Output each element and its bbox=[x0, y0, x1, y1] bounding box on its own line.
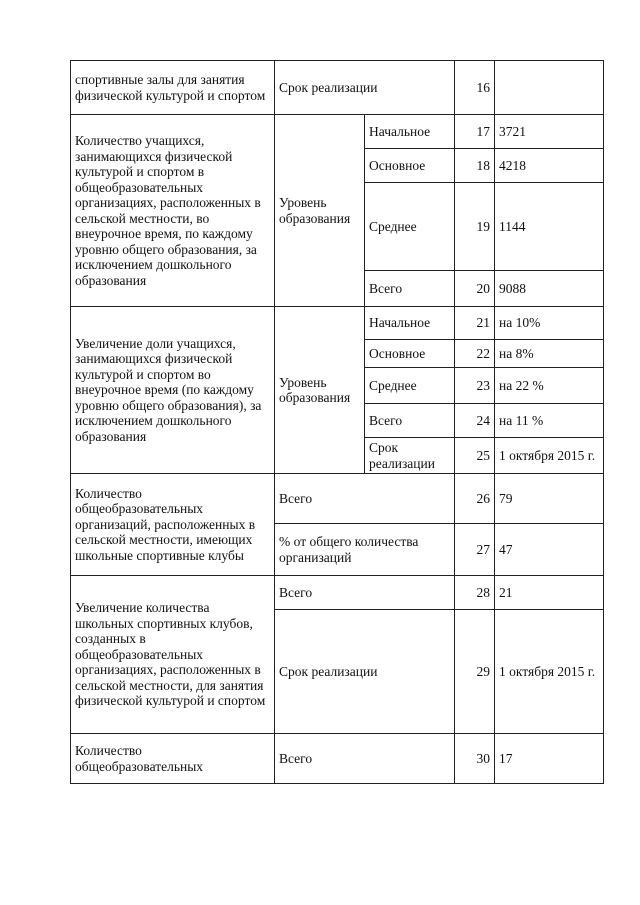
row-number: 19 bbox=[455, 183, 495, 271]
row-value: 9088 bbox=[495, 271, 604, 307]
row-item-label: Всего bbox=[365, 404, 455, 438]
row-value: на 22 % bbox=[495, 368, 604, 404]
row-item-label: % от общего количества организаций bbox=[275, 524, 455, 576]
row-number: 27 bbox=[455, 524, 495, 576]
table-row bbox=[71, 61, 604, 115]
row-number: 23 bbox=[455, 368, 495, 404]
row-value: 3721 bbox=[495, 115, 604, 149]
row-item-label: Всего bbox=[275, 576, 455, 610]
row-item-label: Всего bbox=[365, 271, 455, 307]
row-value: 1144 bbox=[495, 183, 604, 271]
row-value: 79 bbox=[495, 474, 604, 524]
row-group-label: Уровень образования bbox=[275, 115, 365, 307]
row-description: Количество учащихся, занимающихся физической культурой и спортом в общеобразовательных организациях, расположенных в сельской местности, во внеурочное время, по каждому уровню общего образования, за исключением дошкольного образования bbox=[71, 115, 275, 307]
row-value: 17 bbox=[495, 734, 604, 784]
row-value: 21 bbox=[495, 576, 604, 610]
table-row bbox=[71, 307, 604, 340]
row-number: 25 bbox=[455, 438, 495, 474]
row-subcategory: Срок реализации bbox=[275, 61, 455, 115]
row-number: 26 bbox=[455, 474, 495, 524]
table-row bbox=[71, 115, 604, 149]
row-item-label: Основное bbox=[365, 340, 455, 368]
row-number: 30 bbox=[455, 734, 495, 784]
row-value: 47 bbox=[495, 524, 604, 576]
row-item-label: Среднее bbox=[365, 183, 455, 271]
row-group-label: Уровень образования bbox=[275, 307, 365, 474]
row-number: 20 bbox=[455, 271, 495, 307]
row-description: Количество общеобразовательных организаций, расположенных в сельской местности, имеющих школьные спортивные клубы bbox=[71, 474, 275, 576]
row-value: на 10% bbox=[495, 307, 604, 340]
row-item-label: Начальное bbox=[365, 307, 455, 340]
table-row bbox=[71, 474, 604, 524]
row-item-label: Срок реализации bbox=[275, 610, 455, 734]
row-value: 1 октября 2015 г. bbox=[495, 438, 604, 474]
row-description: Количество общеобразовательных bbox=[71, 734, 275, 784]
row-number: 29 bbox=[455, 610, 495, 734]
row-number: 28 bbox=[455, 576, 495, 610]
row-description: спортивные залы для занятия физической культурой и спортом bbox=[71, 61, 275, 115]
row-item-label: Основное bbox=[365, 149, 455, 183]
row-value: на 11 % bbox=[495, 404, 604, 438]
row-item-label: Начальное bbox=[365, 115, 455, 149]
row-item-label: Всего bbox=[275, 474, 455, 524]
row-value bbox=[495, 61, 604, 115]
row-value: 1 октября 2015 г. bbox=[495, 610, 604, 734]
table-row bbox=[71, 576, 604, 610]
row-item-label: Срок реализации bbox=[365, 438, 455, 474]
table-row bbox=[71, 734, 604, 784]
row-number: 21 bbox=[455, 307, 495, 340]
row-item-label: Среднее bbox=[365, 368, 455, 404]
document-table bbox=[70, 60, 604, 784]
row-number: 24 bbox=[455, 404, 495, 438]
row-description: Увеличение количества школьных спортивных клубов, созданных в общеобразовательных организациях, расположенных в сельской местности, для занятия физической культурой и спортом bbox=[71, 576, 275, 734]
row-number: 18 bbox=[455, 149, 495, 183]
row-value: 4218 bbox=[495, 149, 604, 183]
row-number: 22 bbox=[455, 340, 495, 368]
row-number: 16 bbox=[455, 61, 495, 115]
row-value: на 8% bbox=[495, 340, 604, 368]
row-number: 17 bbox=[455, 115, 495, 149]
row-subcategory: Всего bbox=[275, 734, 455, 784]
row-description: Увеличение доли учащихся, занимающихся физической культурой и спортом во внеурочное время (по каждому уровню общего образования), за исключением дошкольного образования bbox=[71, 307, 275, 474]
